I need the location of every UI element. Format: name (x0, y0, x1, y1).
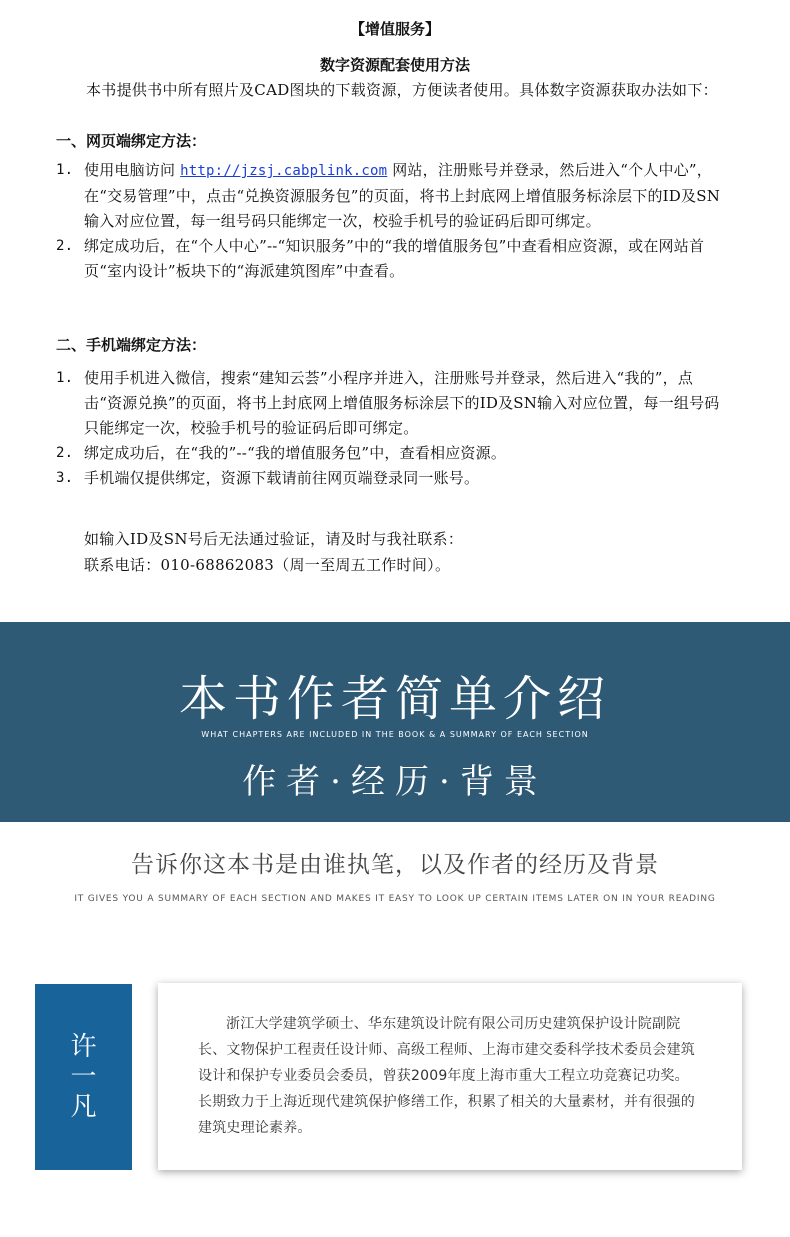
list-item (56, 441, 726, 466)
mobile-steps-list (56, 366, 726, 491)
author-bio: 浙江大学建筑学硕士、华东建筑设计院有限公司历史建筑保护设计院副院长、文物保护工程责任设计师、高级工程师、上海市建交委科学技术委员会建筑设计和保护专业委员会委员，曾获2009年度上海市重大工程立功竞赛记功奖。 长期致力于上海近现代建筑保护修缮工作，积累了相关的大量素材，并有很强的建筑史理论素养。 (198, 1016, 695, 1136)
mobile-section-heading: 二、手机端绑定方法： (56, 336, 207, 354)
step-text-pre: 使用电脑访问 (84, 161, 181, 179)
step-number: 1. (56, 162, 74, 178)
step-text: 使用手机进入微信，搜索“建知云荟”小程序并进入，注册账号并登录，然后进入“我的”，点击“资源兑换”的页面，将书上封底网上增值服务标涂层下的ID及SN输入对应位置，每一组号码只能绑定一次，校验手机号的验证码后即可绑定。 (84, 369, 720, 437)
author-name (69, 1032, 99, 1122)
contact-phone: 联系电话：010-68862083（周一至周五工作时间）。 (84, 556, 451, 574)
banner-title: 本书作者简单介绍 (178, 671, 611, 727)
step-number: 1. (56, 370, 74, 386)
step-text: 手机端仅提供绑定，资源下载请前往网页端登录同一账号。 (84, 469, 480, 487)
author-intro-banner (0, 622, 790, 822)
author-name-char: 许 (70, 1032, 97, 1062)
author-name-char: 一 (70, 1062, 97, 1092)
list-item (56, 366, 726, 441)
doc-title: 【增值服务】 (349, 20, 440, 38)
website-link[interactable]: http://jzsj.cabplink.com (180, 163, 388, 179)
step-number: 2. (56, 445, 74, 461)
contact-note: 如输入ID及SN号后无法通过验证，请及时与我社联系： (84, 530, 464, 548)
step-number: 3. (56, 470, 74, 486)
list-item (56, 466, 726, 491)
author-bio-card (158, 983, 742, 1170)
step-text: 绑定成功后，在“个人中心”--“知识服务”中的“我的增值服务包”中查看相应资源，或在网站首页“室内设计”板块下的“海派建筑图库”中查看。 (84, 237, 705, 280)
banner-subtitle: 作者·经历·背景 (242, 762, 548, 802)
list-item (56, 158, 726, 234)
step-text-post: 网站，注册账号并登录，然后进入“个人中心”，在“交易管理”中，点击“兑换资源服务包”的页面，将书上封底网上增值服务标涂层下的ID及SN输入对应位置，每一组号码只能绑定一次，校验手机号的验证码后即可绑定。 (84, 161, 721, 230)
intro-paragraph: 本书提供书中所有照片及CAD图块的下载资源，方便读者使用。具体数字资源获取办法如下： (86, 81, 718, 99)
contact-info (84, 526, 463, 578)
step-number: 2. (56, 238, 74, 254)
author-name-char: 凡 (70, 1092, 97, 1122)
banner-english-caption: WHAT CHAPTERS ARE INCLUDED IN THE BOOK & A SUMMARY OF EACH SECTION (201, 730, 589, 739)
web-section-heading: 一、网页端绑定方法： (56, 132, 207, 150)
tagline-english: IT GIVES YOU A SUMMARY OF EACH SECTION AND MAKES IT EASY TO LOOK UP CERTAIN ITEMS LATER ON IN YOUR READING (74, 894, 716, 904)
tagline-chinese: 告诉你这本书是由谁执笔，以及作者的经历及背景 (131, 852, 659, 878)
author-name-box (35, 984, 132, 1170)
doc-subtitle: 数字资源配套使用方法 (319, 56, 470, 74)
list-item (56, 234, 726, 284)
web-steps-list (56, 158, 726, 284)
step-text: 绑定成功后，在“我的”--“我的增值服务包”中，查看相应资源。 (84, 444, 507, 462)
